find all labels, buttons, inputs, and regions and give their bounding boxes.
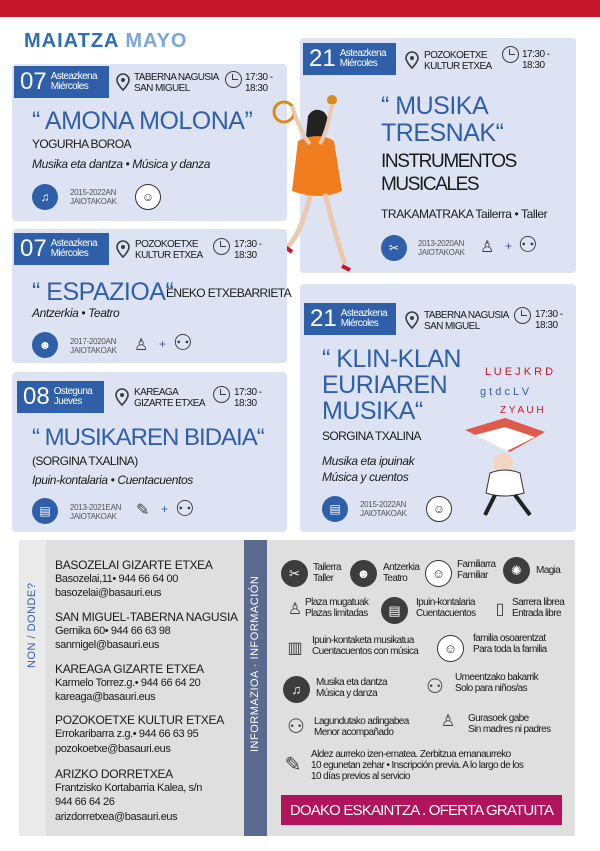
clock-icon bbox=[502, 46, 519, 63]
venue-name: SAN MIGUEL-TABERNA NAGUSIA bbox=[55, 610, 238, 624]
legend-free-entry: Sarrera librea Entrada libre bbox=[512, 597, 565, 619]
venue-name: POZOKOETXE KULTUR ETXEA bbox=[55, 713, 224, 727]
event-location: TABERNA NAGUSIA SAN MIGUEL bbox=[424, 310, 509, 332]
clock-icon bbox=[213, 238, 230, 255]
event-age: 2017-2020AN JAIOTAKOAK bbox=[70, 337, 117, 355]
info-label: INFORMAZIOA · INFORMACIÓN bbox=[249, 575, 261, 752]
legend-music-dance: Musika eta dantza Música y danza bbox=[316, 677, 387, 699]
event-date: 08 Osteguna Jueves bbox=[17, 381, 104, 413]
free-entry-door-icon: ▯ bbox=[495, 601, 505, 618]
registration-icon: ✎ bbox=[284, 753, 302, 776]
venue-email[interactable]: sanmigel@basauri.eus bbox=[55, 639, 160, 651]
venue-email[interactable]: basozelai@basauri.eus bbox=[55, 587, 162, 599]
storybook-icon: ▤ bbox=[381, 597, 408, 624]
event-performer: YOGURHA BOROA bbox=[32, 137, 131, 151]
venue-name: BASOZELAI GIZARTE ETXEA bbox=[55, 558, 213, 572]
without-parents-icon: ♙ bbox=[440, 713, 456, 730]
legend-accompanied: Lagundutako adingabea Menor acompañado bbox=[314, 716, 409, 738]
event-performer: (SORGINA TXALINA) bbox=[32, 454, 138, 468]
music-dance-icon: ♫ bbox=[32, 184, 58, 210]
venue-email[interactable]: kareaga@basauri.eus bbox=[55, 691, 156, 703]
plus-icon: + bbox=[159, 337, 167, 351]
parent-child-icon: ⚇ bbox=[518, 232, 538, 257]
venue-name: ARIZKO DORRETXEA bbox=[55, 767, 173, 781]
legend-limited: Plaza mugatuak Plazas limitadas bbox=[305, 597, 369, 619]
location-pin-icon bbox=[116, 73, 130, 91]
event-time: 17:30 - 18:30 bbox=[234, 387, 262, 409]
event-date: 21 Asteazkena Miércoles bbox=[304, 303, 396, 335]
venue-address: Karmelo Torrez.g.• 944 66 64 20 bbox=[55, 677, 201, 689]
event-time: 17:30 - 18:30 bbox=[522, 49, 550, 71]
event-date: 07 Asteazkena Miércoles bbox=[14, 233, 109, 265]
svg-text:Z Y A U H: Z Y A U H bbox=[500, 405, 544, 416]
event-title: “ MUSIKA TRESNAK“ bbox=[381, 92, 504, 147]
children-only-icon: ⚇ bbox=[175, 496, 195, 521]
event-title: “ ESPAZIOA“ bbox=[32, 278, 174, 306]
adult-child-icon: ♙ bbox=[134, 337, 149, 354]
event-description: Musika eta dantza • Música y danza bbox=[32, 157, 211, 171]
event-description: Musika eta ipuinak Música y cuentos bbox=[322, 454, 415, 484]
event-time: 17:30 - 18:30 bbox=[535, 309, 563, 331]
legend-storytelling: Ipuin-kontalaria Cuentacuentos bbox=[416, 597, 476, 619]
limited-places-icon: ♙ bbox=[287, 601, 303, 618]
legend-theatre: Antzerkia Teatro bbox=[383, 562, 420, 584]
venue-email[interactable]: pozokoetxe@basauri.eus bbox=[55, 743, 171, 755]
event-date: 07 Asteazkena Miércoles bbox=[14, 66, 109, 98]
theatre-masks-icon: ☻ bbox=[32, 332, 58, 358]
event-location: TABERNA NAGUSIA SAN MIGUEL bbox=[134, 72, 219, 94]
event-location: POZOKOETXE KULTUR ETXEA bbox=[135, 239, 203, 261]
top-bar bbox=[0, 0, 600, 17]
plus-icon: + bbox=[161, 502, 169, 516]
event-description: Antzerkia • Teatro bbox=[32, 306, 120, 320]
venue-address: Errokaribarra z.g.• 944 66 63 95 bbox=[55, 728, 199, 740]
magic-icon: ✺ bbox=[503, 557, 530, 584]
event-age: 2013-2020AN JAIOTAKOAK bbox=[418, 239, 465, 257]
month-es: MAYO bbox=[125, 30, 188, 52]
location-pin-icon bbox=[116, 240, 130, 258]
svg-text:L U E J K R D: L U E J K R D bbox=[485, 366, 554, 378]
venues-label: NON / DONDE? bbox=[26, 582, 38, 668]
event-date: 21 Asteazkena Miércoles bbox=[303, 43, 396, 75]
month-heading bbox=[24, 30, 188, 53]
accompanied-minor-icon: ⚇ bbox=[287, 715, 305, 738]
family-icon: ☺ bbox=[425, 560, 452, 587]
event-performer: SORGINA TXALINA bbox=[322, 429, 421, 443]
music-dance-icon: ♫ bbox=[283, 676, 310, 703]
venue-phone: 944 66 64 26 bbox=[55, 796, 115, 808]
reading-girl-illustration bbox=[455, 355, 580, 520]
legend-workshop: Tailerra Taller bbox=[313, 562, 341, 584]
legend-magic: Magia bbox=[536, 565, 561, 576]
legend-musical-story: Ipuin-kontaketa musikatua Cuentacuentos con música bbox=[312, 635, 419, 657]
all-family-icon: ☺ bbox=[437, 635, 464, 662]
event-subtitle: INSTRUMENTOS MUSICALES bbox=[381, 151, 516, 195]
clock-icon bbox=[225, 71, 242, 88]
event-location: KAREAGA GIZARTE ETXEA bbox=[134, 387, 205, 409]
svg-text:g t d c L V: g t d c L V bbox=[480, 386, 530, 398]
parent-child-icon: ⚇ bbox=[173, 330, 193, 355]
location-pin-icon bbox=[115, 388, 129, 406]
storybook-icon: ▤ bbox=[32, 498, 58, 524]
family-icon: ☺ bbox=[426, 496, 452, 522]
family-icon: ☺ bbox=[135, 184, 161, 210]
event-time: 17:30 - 18:30 bbox=[234, 239, 262, 261]
musical-story-icon: ▥ bbox=[287, 640, 303, 657]
storybook-icon: ▤ bbox=[322, 496, 348, 522]
event-age: 2015-2022AN JAIOTAKOAK bbox=[360, 500, 407, 518]
venue-address: Frantzisko Kortabarria Kalea, s/n bbox=[55, 782, 202, 794]
event-location: POZOKOETXE KULTUR ETXEA bbox=[424, 50, 492, 72]
clock-icon bbox=[213, 386, 230, 403]
legend-registration: Aldez aurreko izen-ematea. Zerbitzua emanaurreko 10 egunetan zehar • Inscripción previa. A lo largo de los 10 días previos al servicio bbox=[311, 749, 524, 782]
venue-name: KAREAGA GIZARTE ETXEA bbox=[55, 662, 204, 676]
legend-family: Familiarra Familiar bbox=[457, 559, 496, 581]
children-only-icon: ⚇ bbox=[426, 675, 444, 698]
event-time: 17:30 - 18:30 bbox=[245, 72, 273, 94]
event-performer: ENEKO ETXEBARRIETA bbox=[166, 286, 292, 300]
event-age: 2015-2022AN JAIOTAKOAK bbox=[70, 188, 117, 206]
location-pin-icon bbox=[405, 51, 419, 69]
event-description: Ipuin-kontalaria • Cuentacuentos bbox=[32, 473, 193, 487]
legend-without-parents: Gurasoek gabe Sin madres ni padres bbox=[468, 713, 551, 735]
month-eu: MAIATZA bbox=[24, 30, 119, 52]
event-title: “ KLIN-KLAN EURIAREN MUSIKA“ bbox=[322, 345, 461, 425]
plus-icon: + bbox=[505, 239, 513, 253]
clock-icon bbox=[514, 307, 531, 324]
venue-address: Basozelai,11• 944 66 64 00 bbox=[55, 573, 178, 585]
legend-children-only: Umeentzako bakarrik Solo para niños/as bbox=[455, 672, 539, 694]
event-title: “ AMONA MOLONA” bbox=[32, 107, 253, 135]
theatre-masks-icon: ☻ bbox=[350, 560, 377, 587]
location-pin-icon bbox=[405, 311, 419, 329]
venue-email[interactable]: arizdorretxea@basauri.eus bbox=[55, 811, 178, 823]
event-description: TRAKAMATRAKA Tailerra • Taller bbox=[381, 207, 548, 221]
workshop-scissors-icon: ✂ bbox=[381, 235, 407, 261]
event-age: 2013-2021EAN JAIOTAKOAK bbox=[70, 503, 122, 521]
free-offer-banner: DOAKO ESKAINTZA . OFERTA GRATUITA bbox=[281, 795, 562, 825]
adult-child-icon: ♙ bbox=[480, 239, 495, 256]
registration-icon: ✎ bbox=[136, 502, 150, 519]
scissors-icon: ✂ bbox=[281, 560, 308, 587]
legend-all-family: familia osoarentzat Para toda la familia bbox=[473, 633, 547, 655]
venue-address: Gernika 60• 944 66 63 98 bbox=[55, 625, 171, 637]
event-title: “ MUSIKAREN BIDAIA“ bbox=[32, 424, 264, 451]
